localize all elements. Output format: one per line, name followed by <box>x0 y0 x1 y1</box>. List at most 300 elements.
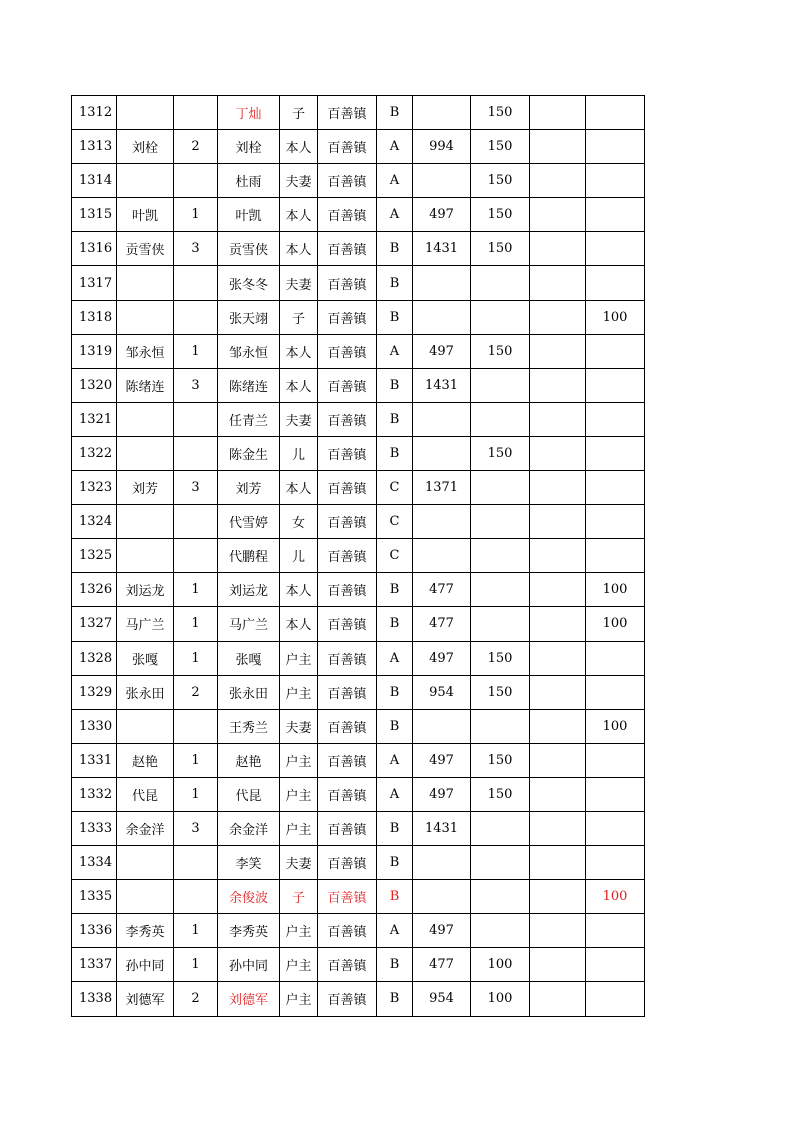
cell-town: 百善镇 <box>318 846 377 880</box>
table-row <box>72 164 645 198</box>
cell-id: 1338 <box>72 982 117 1016</box>
cell-household-head: 孙中同 <box>117 948 174 982</box>
cell-id: 1328 <box>72 641 117 675</box>
cell-id: 1325 <box>72 539 117 573</box>
cell-count: 2 <box>174 675 218 709</box>
cell-subsidy-a <box>471 811 530 845</box>
cell-subsidy-b <box>530 505 586 539</box>
cell-subsidy-a: 150 <box>471 641 530 675</box>
cell-relation: 户主 <box>280 982 318 1016</box>
cell-relation: 夫妻 <box>280 164 318 198</box>
cell-class: B <box>377 607 413 641</box>
cell-subsidy-c: 100 <box>586 709 645 743</box>
cell-household-head <box>117 436 174 470</box>
table-row <box>72 334 645 368</box>
cell-count <box>174 436 218 470</box>
cell-id: 1314 <box>72 164 117 198</box>
table-row <box>72 641 645 675</box>
cell-id: 1313 <box>72 130 117 164</box>
cell-town: 百善镇 <box>318 266 377 300</box>
cell-name: 杜雨 <box>218 164 280 198</box>
cell-subsidy-c <box>586 914 645 948</box>
cell-amount: 477 <box>413 573 471 607</box>
cell-class: A <box>377 198 413 232</box>
cell-count: 1 <box>174 743 218 777</box>
cell-count <box>174 402 218 436</box>
cell-relation: 儿 <box>280 436 318 470</box>
table-row <box>72 914 645 948</box>
cell-amount <box>413 436 471 470</box>
cell-subsidy-b <box>530 743 586 777</box>
table-row <box>72 471 645 505</box>
cell-subsidy-a <box>471 300 530 334</box>
cell-amount: 1431 <box>413 232 471 266</box>
cell-id: 1315 <box>72 198 117 232</box>
cell-id: 1324 <box>72 505 117 539</box>
cell-subsidy-c: 100 <box>586 573 645 607</box>
cell-count <box>174 709 218 743</box>
cell-subsidy-a <box>471 471 530 505</box>
table-row <box>72 300 645 334</box>
cell-subsidy-c <box>586 846 645 880</box>
cell-relation: 夫妻 <box>280 846 318 880</box>
cell-town: 百善镇 <box>318 539 377 573</box>
cell-subsidy-b <box>530 914 586 948</box>
cell-name: 刘运龙 <box>218 573 280 607</box>
cell-amount: 1371 <box>413 471 471 505</box>
cell-town: 百善镇 <box>318 573 377 607</box>
cell-town: 百善镇 <box>318 436 377 470</box>
cell-class: A <box>377 334 413 368</box>
cell-subsidy-c <box>586 505 645 539</box>
cell-count: 3 <box>174 471 218 505</box>
cell-name: 刘栓 <box>218 130 280 164</box>
cell-class: C <box>377 539 413 573</box>
cell-amount: 477 <box>413 948 471 982</box>
cell-household-head: 张嘎 <box>117 641 174 675</box>
cell-name: 张冬冬 <box>218 266 280 300</box>
cell-subsidy-a: 150 <box>471 232 530 266</box>
cell-class: B <box>377 300 413 334</box>
cell-count: 3 <box>174 811 218 845</box>
cell-count: 3 <box>174 232 218 266</box>
cell-subsidy-b <box>530 880 586 914</box>
cell-subsidy-a: 150 <box>471 130 530 164</box>
cell-class: A <box>377 641 413 675</box>
cell-id: 1312 <box>72 96 117 130</box>
cell-relation: 户主 <box>280 675 318 709</box>
cell-id: 1322 <box>72 436 117 470</box>
cell-count: 2 <box>174 130 218 164</box>
cell-town: 百善镇 <box>318 334 377 368</box>
cell-household-head: 余金洋 <box>117 811 174 845</box>
cell-name: 李笑 <box>218 846 280 880</box>
cell-amount: 954 <box>413 982 471 1016</box>
cell-subsidy-a <box>471 402 530 436</box>
cell-household-head: 邹永恒 <box>117 334 174 368</box>
cell-subsidy-b <box>530 539 586 573</box>
cell-class: B <box>377 846 413 880</box>
cell-count <box>174 96 218 130</box>
cell-subsidy-b <box>530 402 586 436</box>
cell-class: B <box>377 436 413 470</box>
cell-subsidy-b <box>530 130 586 164</box>
cell-town: 百善镇 <box>318 130 377 164</box>
cell-subsidy-c <box>586 641 645 675</box>
table-row <box>72 505 645 539</box>
cell-subsidy-b <box>530 982 586 1016</box>
cell-subsidy-b <box>530 607 586 641</box>
table-row <box>72 982 645 1016</box>
cell-household-head: 刘德军 <box>117 982 174 1016</box>
cell-town: 百善镇 <box>318 675 377 709</box>
table-row <box>72 573 645 607</box>
cell-name: 代鹏程 <box>218 539 280 573</box>
cell-id: 1320 <box>72 368 117 402</box>
cell-class: B <box>377 96 413 130</box>
cell-name: 丁灿 <box>218 96 280 130</box>
data-table <box>71 95 645 1017</box>
cell-relation: 子 <box>280 96 318 130</box>
cell-household-head: 张永田 <box>117 675 174 709</box>
cell-class: B <box>377 402 413 436</box>
cell-relation: 本人 <box>280 198 318 232</box>
cell-amount <box>413 539 471 573</box>
cell-subsidy-b <box>530 368 586 402</box>
cell-class: C <box>377 471 413 505</box>
cell-subsidy-b <box>530 846 586 880</box>
cell-subsidy-c <box>586 198 645 232</box>
cell-subsidy-c: 100 <box>586 607 645 641</box>
cell-amount <box>413 709 471 743</box>
table-row <box>72 709 645 743</box>
cell-amount <box>413 402 471 436</box>
cell-subsidy-b <box>530 164 586 198</box>
cell-subsidy-b <box>530 811 586 845</box>
table-row <box>72 777 645 811</box>
cell-relation: 本人 <box>280 334 318 368</box>
cell-name: 余金洋 <box>218 811 280 845</box>
cell-subsidy-b <box>530 266 586 300</box>
cell-count: 1 <box>174 948 218 982</box>
cell-household-head <box>117 300 174 334</box>
cell-town: 百善镇 <box>318 948 377 982</box>
cell-subsidy-b <box>530 334 586 368</box>
cell-subsidy-a <box>471 709 530 743</box>
cell-relation: 本人 <box>280 607 318 641</box>
cell-name: 任青兰 <box>218 402 280 436</box>
cell-name: 余俊波 <box>218 880 280 914</box>
table-row <box>72 675 645 709</box>
cell-relation: 户主 <box>280 743 318 777</box>
cell-subsidy-b <box>530 573 586 607</box>
cell-relation: 夫妻 <box>280 266 318 300</box>
cell-relation: 户主 <box>280 914 318 948</box>
cell-town: 百善镇 <box>318 300 377 334</box>
cell-relation: 户主 <box>280 641 318 675</box>
cell-subsidy-a <box>471 573 530 607</box>
cell-household-head <box>117 266 174 300</box>
cell-name: 赵艳 <box>218 743 280 777</box>
cell-class: A <box>377 130 413 164</box>
cell-subsidy-c <box>586 232 645 266</box>
cell-household-head <box>117 846 174 880</box>
cell-relation: 儿 <box>280 539 318 573</box>
cell-name: 张嘎 <box>218 641 280 675</box>
cell-household-head: 陈绪连 <box>117 368 174 402</box>
cell-town: 百善镇 <box>318 709 377 743</box>
cell-count: 1 <box>174 641 218 675</box>
cell-subsidy-b <box>530 948 586 982</box>
cell-id: 1329 <box>72 675 117 709</box>
cell-amount: 1431 <box>413 368 471 402</box>
cell-amount <box>413 96 471 130</box>
cell-subsidy-b <box>530 709 586 743</box>
cell-town: 百善镇 <box>318 471 377 505</box>
cell-household-head <box>117 164 174 198</box>
cell-count <box>174 846 218 880</box>
cell-name: 叶凯 <box>218 198 280 232</box>
cell-relation: 女 <box>280 505 318 539</box>
cell-subsidy-a <box>471 846 530 880</box>
cell-name: 王秀兰 <box>218 709 280 743</box>
cell-name: 陈绪连 <box>218 368 280 402</box>
cell-household-head: 李秀英 <box>117 914 174 948</box>
cell-household-head: 马广兰 <box>117 607 174 641</box>
cell-count: 1 <box>174 573 218 607</box>
cell-subsidy-a: 150 <box>471 743 530 777</box>
cell-household-head <box>117 96 174 130</box>
cell-subsidy-a: 100 <box>471 948 530 982</box>
cell-subsidy-b <box>530 675 586 709</box>
cell-town: 百善镇 <box>318 96 377 130</box>
cell-amount <box>413 880 471 914</box>
cell-name: 刘芳 <box>218 471 280 505</box>
cell-id: 1323 <box>72 471 117 505</box>
cell-class: A <box>377 743 413 777</box>
cell-town: 百善镇 <box>318 880 377 914</box>
cell-class: A <box>377 777 413 811</box>
cell-id: 1318 <box>72 300 117 334</box>
cell-subsidy-c <box>586 743 645 777</box>
table-row <box>72 130 645 164</box>
cell-subsidy-b <box>530 641 586 675</box>
cell-amount: 497 <box>413 743 471 777</box>
cell-town: 百善镇 <box>318 982 377 1016</box>
cell-subsidy-a: 150 <box>471 198 530 232</box>
cell-subsidy-c <box>586 368 645 402</box>
table-row <box>72 607 645 641</box>
cell-class: B <box>377 232 413 266</box>
table-row <box>72 539 645 573</box>
cell-subsidy-c: 100 <box>586 300 645 334</box>
cell-id: 1334 <box>72 846 117 880</box>
cell-subsidy-c <box>586 471 645 505</box>
cell-town: 百善镇 <box>318 232 377 266</box>
cell-town: 百善镇 <box>318 198 377 232</box>
cell-amount <box>413 266 471 300</box>
cell-name: 刘德军 <box>218 982 280 1016</box>
cell-id: 1327 <box>72 607 117 641</box>
cell-subsidy-c <box>586 334 645 368</box>
table-row <box>72 232 645 266</box>
cell-subsidy-a <box>471 880 530 914</box>
cell-relation: 夫妻 <box>280 402 318 436</box>
cell-subsidy-c <box>586 402 645 436</box>
cell-subsidy-c: 100 <box>586 880 645 914</box>
cell-relation: 子 <box>280 300 318 334</box>
cell-subsidy-a <box>471 914 530 948</box>
cell-name: 张天翊 <box>218 300 280 334</box>
cell-household-head: 贡雪侠 <box>117 232 174 266</box>
table-row <box>72 811 645 845</box>
cell-household-head: 刘栓 <box>117 130 174 164</box>
cell-count: 2 <box>174 982 218 1016</box>
cell-id: 1316 <box>72 232 117 266</box>
cell-relation: 户主 <box>280 811 318 845</box>
cell-town: 百善镇 <box>318 811 377 845</box>
cell-name: 张永田 <box>218 675 280 709</box>
cell-class: B <box>377 880 413 914</box>
cell-subsidy-a: 150 <box>471 334 530 368</box>
cell-relation: 本人 <box>280 368 318 402</box>
cell-id: 1335 <box>72 880 117 914</box>
cell-subsidy-c <box>586 130 645 164</box>
cell-class: A <box>377 164 413 198</box>
cell-town: 百善镇 <box>318 505 377 539</box>
cell-count <box>174 266 218 300</box>
cell-subsidy-b <box>530 96 586 130</box>
cell-amount <box>413 300 471 334</box>
cell-subsidy-b <box>530 777 586 811</box>
cell-relation: 本人 <box>280 130 318 164</box>
cell-id: 1331 <box>72 743 117 777</box>
cell-household-head <box>117 709 174 743</box>
cell-count <box>174 505 218 539</box>
cell-town: 百善镇 <box>318 914 377 948</box>
cell-town: 百善镇 <box>318 368 377 402</box>
cell-class: A <box>377 914 413 948</box>
cell-count <box>174 539 218 573</box>
cell-relation: 户主 <box>280 948 318 982</box>
cell-id: 1337 <box>72 948 117 982</box>
cell-household-head <box>117 402 174 436</box>
cell-subsidy-a: 150 <box>471 777 530 811</box>
cell-subsidy-a <box>471 368 530 402</box>
cell-class: B <box>377 811 413 845</box>
cell-subsidy-c <box>586 675 645 709</box>
cell-id: 1333 <box>72 811 117 845</box>
cell-class: B <box>377 573 413 607</box>
cell-class: C <box>377 505 413 539</box>
cell-class: B <box>377 982 413 1016</box>
cell-class: B <box>377 709 413 743</box>
cell-subsidy-c <box>586 164 645 198</box>
cell-household-head: 刘运龙 <box>117 573 174 607</box>
cell-subsidy-c <box>586 96 645 130</box>
cell-household-head <box>117 505 174 539</box>
cell-id: 1319 <box>72 334 117 368</box>
cell-count: 1 <box>174 334 218 368</box>
table-row <box>72 402 645 436</box>
cell-household-head: 叶凯 <box>117 198 174 232</box>
cell-id: 1317 <box>72 266 117 300</box>
cell-amount: 1431 <box>413 811 471 845</box>
cell-amount: 497 <box>413 641 471 675</box>
cell-subsidy-a <box>471 539 530 573</box>
cell-relation: 本人 <box>280 573 318 607</box>
cell-subsidy-a <box>471 607 530 641</box>
cell-subsidy-c <box>586 266 645 300</box>
cell-subsidy-a: 150 <box>471 675 530 709</box>
cell-subsidy-b <box>530 471 586 505</box>
cell-count: 1 <box>174 777 218 811</box>
cell-subsidy-a: 150 <box>471 436 530 470</box>
cell-name: 孙中同 <box>218 948 280 982</box>
cell-subsidy-a <box>471 505 530 539</box>
table-row <box>72 198 645 232</box>
cell-amount <box>413 846 471 880</box>
cell-town: 百善镇 <box>318 402 377 436</box>
cell-subsidy-a <box>471 266 530 300</box>
cell-amount <box>413 164 471 198</box>
table-row <box>72 368 645 402</box>
table-row <box>72 266 645 300</box>
cell-count <box>174 164 218 198</box>
cell-amount <box>413 505 471 539</box>
cell-id: 1330 <box>72 709 117 743</box>
cell-relation: 子 <box>280 880 318 914</box>
cell-count <box>174 300 218 334</box>
cell-subsidy-c <box>586 948 645 982</box>
cell-count: 1 <box>174 607 218 641</box>
cell-town: 百善镇 <box>318 641 377 675</box>
cell-class: B <box>377 948 413 982</box>
cell-household-head: 代昆 <box>117 777 174 811</box>
cell-household-head: 赵艳 <box>117 743 174 777</box>
cell-id: 1321 <box>72 402 117 436</box>
cell-household-head <box>117 880 174 914</box>
cell-name: 代昆 <box>218 777 280 811</box>
cell-town: 百善镇 <box>318 607 377 641</box>
cell-name: 马广兰 <box>218 607 280 641</box>
cell-id: 1332 <box>72 777 117 811</box>
cell-town: 百善镇 <box>318 164 377 198</box>
cell-subsidy-a: 150 <box>471 96 530 130</box>
table-row <box>72 743 645 777</box>
cell-subsidy-c <box>586 777 645 811</box>
cell-amount: 497 <box>413 198 471 232</box>
cell-count: 1 <box>174 914 218 948</box>
table-row <box>72 846 645 880</box>
cell-amount: 477 <box>413 607 471 641</box>
cell-amount: 497 <box>413 914 471 948</box>
cell-household-head <box>117 539 174 573</box>
cell-subsidy-b <box>530 198 586 232</box>
table-row <box>72 948 645 982</box>
cell-name: 邹永恒 <box>218 334 280 368</box>
cell-id: 1326 <box>72 573 117 607</box>
cell-relation: 本人 <box>280 471 318 505</box>
cell-count: 1 <box>174 198 218 232</box>
cell-subsidy-a: 100 <box>471 982 530 1016</box>
cell-relation: 本人 <box>280 232 318 266</box>
cell-name: 代雪婷 <box>218 505 280 539</box>
cell-town: 百善镇 <box>318 743 377 777</box>
cell-class: B <box>377 368 413 402</box>
cell-amount: 497 <box>413 777 471 811</box>
cell-name: 李秀英 <box>218 914 280 948</box>
